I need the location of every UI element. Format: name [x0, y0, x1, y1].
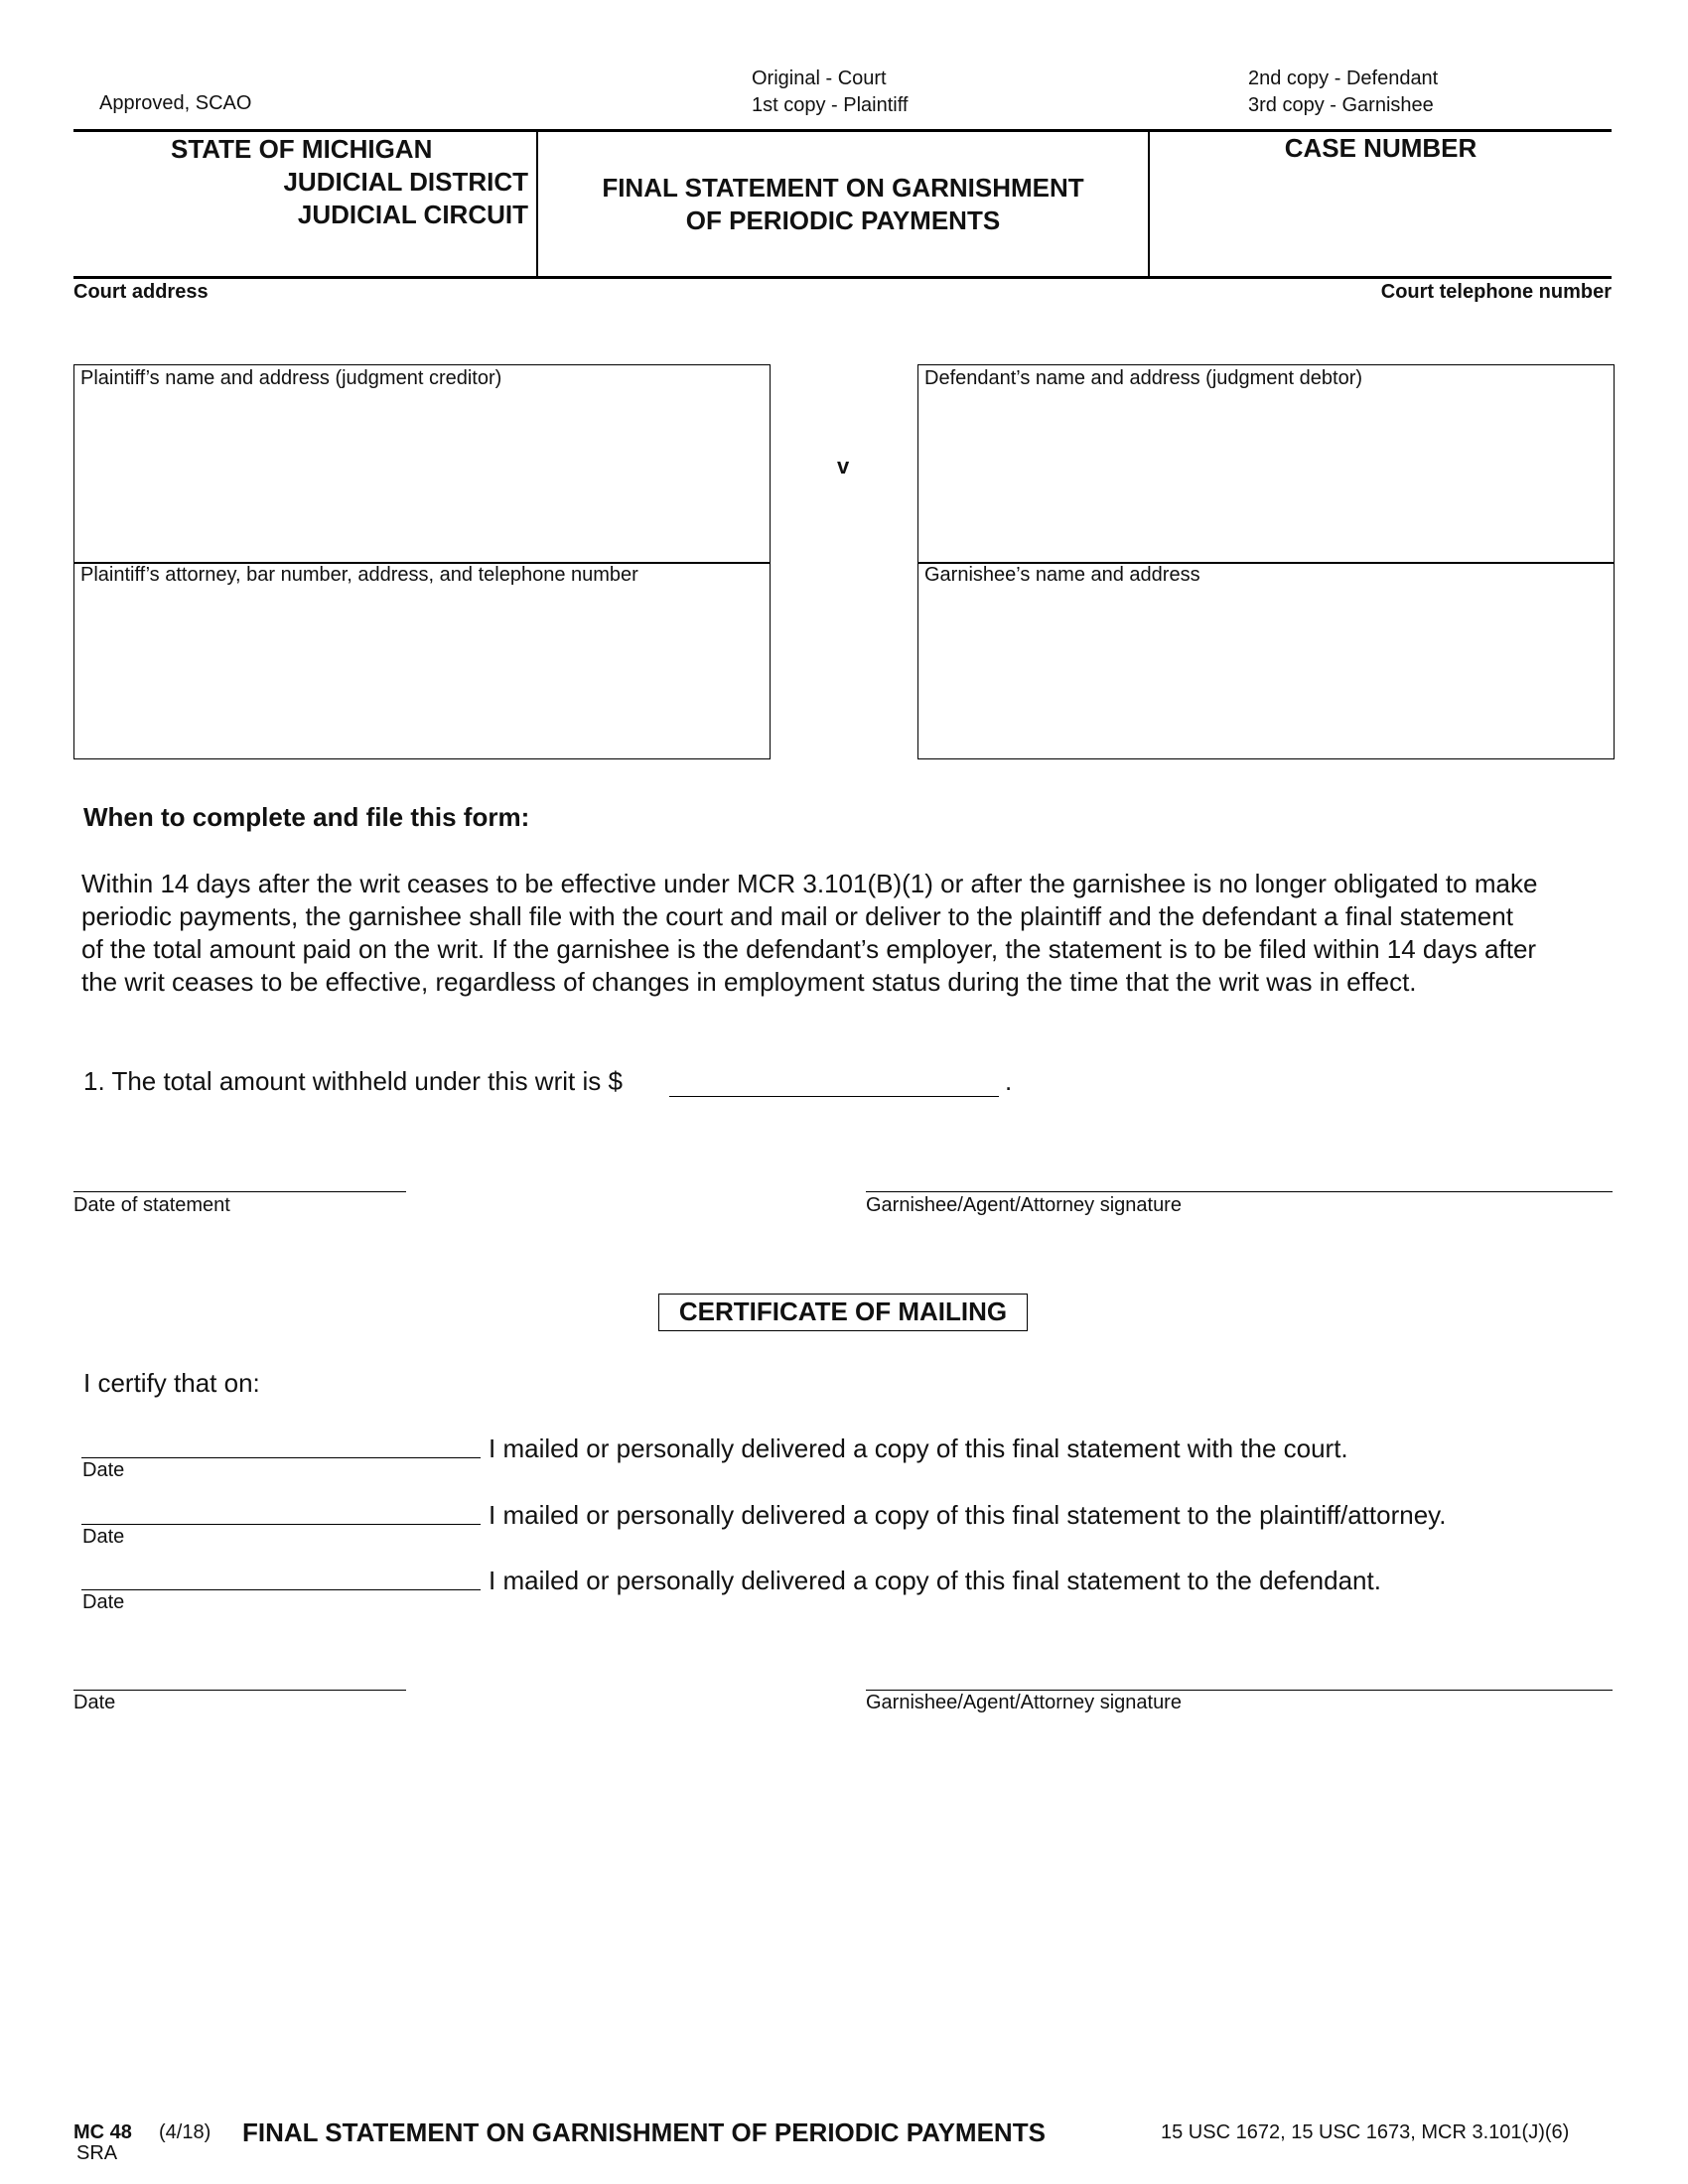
copy-original-court: Original - Court — [752, 68, 887, 89]
instructions-line: Within 14 days after the writ ceases to be effective under MCR 3.101(B)(1) or after the garnishee is no longer obligated to make — [81, 869, 1538, 898]
court-address-label: Court address — [73, 281, 209, 303]
garnishee-field[interactable] — [924, 594, 1608, 752]
mailing-statement-plaintiff: I mailed or personally delivered a copy of this final statement to the plaintiff/attorney. — [489, 1500, 1447, 1530]
case-number-field[interactable] — [1162, 171, 1599, 266]
defendant-label: Defendant’s name and address (judgment debtor) — [924, 367, 1363, 389]
total-withheld-amount-field[interactable] — [669, 1066, 999, 1097]
instructions-line: of the total amount paid on the writ. If the garnishee is the defendant’s employer, the statement is to be filed within 14 days after — [81, 934, 1537, 964]
plaintiff-name-address-field[interactable] — [80, 395, 764, 554]
signature-label-1: Garnishee/Agent/Attorney signature — [866, 1194, 1182, 1216]
certificate-date-label: Date — [73, 1692, 116, 1713]
court-telephone-label: Court telephone number — [1380, 281, 1612, 303]
copy-third-garnishee: 3rd copy - Garnishee — [1248, 94, 1434, 116]
footer-form-id: MC 48 — [73, 2121, 132, 2143]
plaintiff-attorney-box — [73, 364, 771, 759]
mailing-date-label: Date — [82, 1459, 125, 1481]
attorney-label: Plaintiff’s attorney, bar number, address, and telephone number — [80, 564, 638, 586]
state-of-michigan: STATE OF MICHIGAN — [171, 134, 433, 164]
footer-revision: (4/18) — [159, 2121, 211, 2143]
copy-distribution-right — [1248, 66, 1438, 119]
form-title-line-2: OF PERIODIC PAYMENTS — [685, 205, 1001, 235]
copy-distribution-left — [752, 66, 908, 119]
header-top-rule — [73, 129, 1612, 132]
mailing-date-line-defendant[interactable] — [81, 1589, 481, 1590]
defendant-name-address-field[interactable] — [924, 395, 1608, 554]
item-1-period: . — [1005, 1066, 1013, 1096]
court-block — [73, 133, 528, 231]
signature-line-2[interactable] — [866, 1690, 1613, 1691]
certificate-intro: I certify that on: — [83, 1368, 260, 1398]
approved-label: Approved, SCAO — [99, 92, 252, 114]
footer-title: FINAL STATEMENT ON GARNISHMENT OF PERIODIC PAYMENTS — [242, 2117, 1046, 2147]
case-number-label: CASE NUMBER — [1284, 133, 1477, 163]
signature-line-1[interactable] — [866, 1191, 1613, 1192]
plaintiff-label: Plaintiff’s name and address (judgment creditor) — [80, 367, 502, 389]
mailing-date-label: Date — [82, 1591, 125, 1613]
garnishee-label: Garnishee’s name and address — [924, 564, 1200, 586]
instructions-line: the writ ceases to be effective, regardless of changes in employment status during the time that the writ was in effect. — [81, 967, 1417, 997]
instructions-paragraph — [81, 868, 1630, 999]
item-1-text: 1. The total amount withheld under this writ is $ — [83, 1066, 623, 1096]
attorney-field[interactable] — [80, 594, 764, 752]
mailing-date-label: Date — [82, 1526, 125, 1548]
form-title — [538, 172, 1148, 237]
signature-label-2: Garnishee/Agent/Attorney signature — [866, 1692, 1182, 1713]
header-bottom-rule — [73, 276, 1612, 279]
mailing-date-line-court[interactable] — [81, 1457, 481, 1458]
mailing-statement-defendant: I mailed or personally delivered a copy of this final statement to the defendant. — [489, 1566, 1381, 1595]
judicial-district: JUDICIAL DISTRICT — [283, 167, 528, 197]
mailing-date-line-plaintiff[interactable] — [81, 1524, 481, 1525]
copy-first-plaintiff: 1st copy - Plaintiff — [752, 94, 909, 116]
mailing-statement-court: I mailed or personally delivered a copy of this final statement with the court. — [489, 1433, 1348, 1463]
date-of-statement-line[interactable] — [73, 1191, 406, 1192]
versus-label: v — [837, 454, 850, 478]
certificate-title: CERTIFICATE OF MAILING — [658, 1294, 1028, 1331]
defendant-garnishee-box — [917, 364, 1615, 759]
instructions-heading: When to complete and file this form: — [83, 802, 530, 832]
judicial-circuit: JUDICIAL CIRCUIT — [297, 200, 528, 229]
certificate-date-line[interactable] — [73, 1690, 406, 1691]
date-of-statement-label: Date of statement — [73, 1194, 230, 1216]
instructions-line: periodic payments, the garnishee shall file with the court and mail or deliver to the plaintiff and the defendant a final statement — [81, 901, 1513, 931]
form-title-line-1: FINAL STATEMENT ON GARNISHMENT — [602, 173, 1084, 203]
footer-citations: 15 USC 1672, 15 USC 1673, MCR 3.101(J)(6) — [1161, 2121, 1570, 2143]
footer-code: SRA — [76, 2142, 118, 2164]
copy-second-defendant: 2nd copy - Defendant — [1248, 68, 1439, 89]
